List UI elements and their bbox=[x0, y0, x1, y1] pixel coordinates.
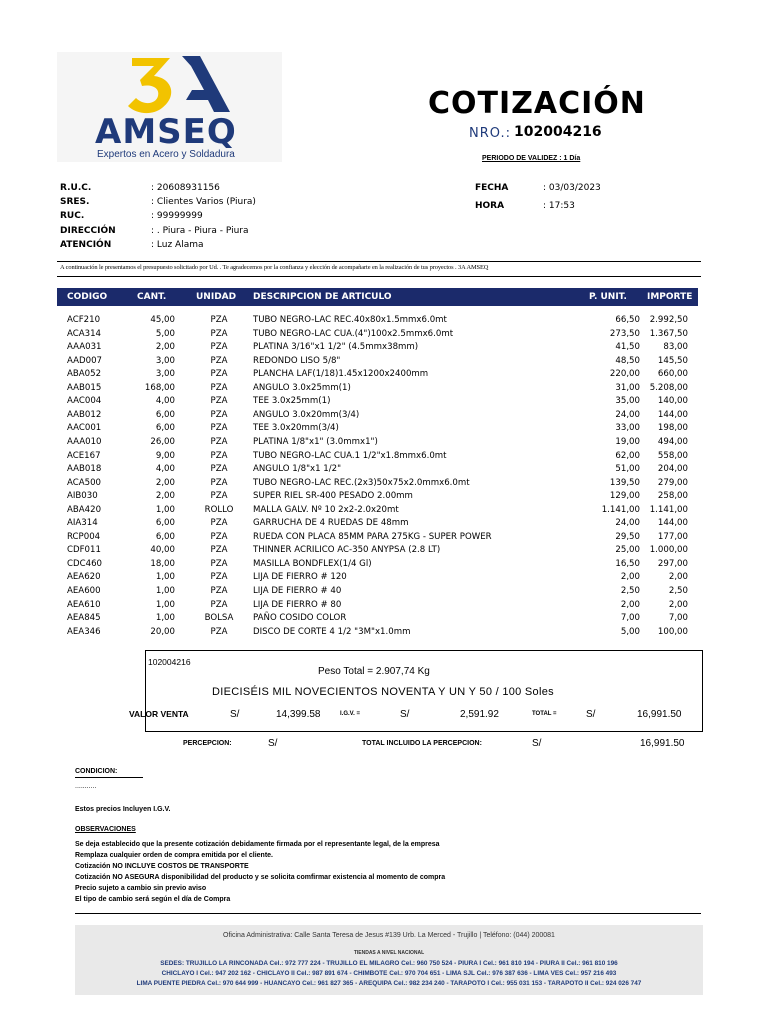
cell-codigo: AAA031 bbox=[67, 342, 102, 353]
fecha-value: : 03/03/2023 bbox=[543, 183, 601, 193]
cell-importe: 558,00 bbox=[657, 450, 688, 461]
cell-importe: 1.367,50 bbox=[649, 328, 688, 339]
cell-codigo: AAC004 bbox=[67, 396, 102, 407]
cell-descripcion: SUPER RIEL SR-400 PESADO 2.00mm bbox=[253, 491, 413, 502]
cell-descripcion: MASILLA BONDFLEX(1/4 Gl) bbox=[253, 558, 372, 569]
cell-punit: 31,00 bbox=[615, 382, 640, 393]
ruc2-value: : 99999999 bbox=[151, 211, 203, 221]
cell-unidad: PZA bbox=[210, 450, 228, 461]
table-row bbox=[0, 342, 768, 355]
table-row bbox=[0, 627, 768, 640]
intro-text: A continuación le presentamos el presupuesto solicitado por Ud. . Te agradecemos por la confianza y elección de acompañarte en la realización de tus proyectos . 3A AMSEQ bbox=[60, 264, 489, 271]
table-row bbox=[0, 383, 768, 396]
cell-punit: 220,00 bbox=[609, 369, 640, 380]
cell-descripcion: TUBO NEGRO-LAC REC.(2x3)50x75x2.0mmx6.0mt bbox=[253, 477, 470, 488]
cell-unidad: PZA bbox=[210, 315, 228, 325]
col-cant: CANT. bbox=[137, 292, 167, 302]
cell-cant: 3,00 bbox=[155, 369, 175, 380]
total-label: TOTAL = bbox=[532, 711, 557, 717]
cell-unidad: PZA bbox=[210, 382, 228, 393]
cell-cant: 6,00 bbox=[155, 409, 175, 420]
cell-unidad: PZA bbox=[210, 328, 228, 339]
total-percepcion-value: 16,991.50 bbox=[640, 738, 685, 749]
obs-line: Remplaza cualquier orden de compra emitida por el cliente. bbox=[75, 852, 273, 859]
cell-descripcion: TEE 3.0x25mm(1) bbox=[253, 396, 331, 407]
cell-unidad: PZA bbox=[210, 545, 228, 556]
cell-importe: 279,00 bbox=[657, 477, 688, 488]
table-row bbox=[0, 586, 768, 599]
cell-cant: 6,00 bbox=[155, 423, 175, 434]
cell-descripcion: LIJA DE FIERRO # 80 bbox=[253, 599, 342, 610]
cell-cant: 20,00 bbox=[150, 626, 175, 637]
table-row bbox=[0, 532, 768, 545]
cell-codigo: AAC001 bbox=[67, 423, 102, 434]
cell-descripcion: TEE 3.0x20mm(3/4) bbox=[253, 423, 339, 434]
igv-currency: S/ bbox=[400, 709, 410, 720]
cell-punit: 51,00 bbox=[615, 464, 640, 475]
table-row bbox=[0, 369, 768, 382]
cell-descripcion: MALLA GALV. Nº 10 2x2-2.0x20mt bbox=[253, 504, 399, 515]
cell-importe: 2.992,50 bbox=[649, 315, 688, 325]
cell-importe: 2,00 bbox=[668, 572, 688, 583]
cell-descripcion: RUEDA CON PLACA 85MM PARA 275KG - SUPER POWER bbox=[253, 531, 492, 542]
cell-cant: 1,00 bbox=[155, 504, 175, 515]
cell-unidad: PZA bbox=[210, 396, 228, 407]
footer-banner bbox=[75, 925, 703, 995]
igv-value: 2,591.92 bbox=[460, 709, 499, 720]
cell-unidad: PZA bbox=[210, 436, 228, 447]
cell-cant: 1,00 bbox=[155, 599, 175, 610]
footer-line-1: SEDES: TRUJILLO LA RINCONADA Cel.: 972 777 224 - TRUJILLO EL MILAGRO Cel.: 960 750 524 - PIURA I Cel.: 961 810 194 - PIURA II Cel.: 961 810 196 bbox=[160, 960, 618, 967]
cell-importe: 2,00 bbox=[668, 599, 688, 610]
cell-codigo: RCP004 bbox=[67, 531, 101, 542]
cell-descripcion: ANGULO 3.0x25mm(1) bbox=[253, 382, 351, 393]
total-percepcion-label: TOTAL INCLUIDO LA PERCEPCION: bbox=[362, 740, 482, 747]
cell-codigo: AAA010 bbox=[67, 436, 102, 447]
cell-cant: 2,00 bbox=[155, 491, 175, 502]
cell-codigo: ABA420 bbox=[67, 504, 102, 515]
cell-punit: 62,00 bbox=[615, 450, 640, 461]
cell-descripcion: TUBO NEGRO-LAC REC.40x80x1.5mmx6.0mt bbox=[253, 315, 447, 325]
cell-descripcion: ANGULO 1/8"x1 1/2" bbox=[253, 464, 342, 475]
atencion-value: : Luz Alama bbox=[151, 240, 204, 250]
cell-importe: 7,00 bbox=[668, 613, 688, 624]
table-row bbox=[0, 396, 768, 409]
cell-descripcion: THINNER ACRILICO AC-350 ANYPSA (2.8 LT) bbox=[253, 545, 441, 556]
cell-descripcion: DISCO DE CORTE 4 1/2 "3M"x1.0mm bbox=[253, 626, 411, 637]
percepcion-label: PERCEPCION: bbox=[183, 740, 232, 747]
cell-codigo: AEA346 bbox=[67, 626, 101, 637]
cell-importe: 100,00 bbox=[657, 626, 688, 637]
table-row bbox=[0, 491, 768, 504]
table-row bbox=[0, 600, 768, 613]
cell-codigo: AIB030 bbox=[67, 491, 98, 502]
valor-venta-currency: S/ bbox=[230, 709, 240, 720]
cell-punit: 7,00 bbox=[620, 613, 640, 624]
cell-importe: 1.000,00 bbox=[649, 545, 688, 556]
footer-office: Oficina Administrativa: Calle Santa Teresa de Jesus #139 Urb. La Merced - Trujillo | Teléfono: (044) 200081 bbox=[223, 932, 555, 939]
cell-codigo: AIA314 bbox=[67, 518, 98, 529]
cell-codigo: ACA314 bbox=[67, 328, 102, 339]
cell-unidad: PZA bbox=[210, 355, 228, 366]
cell-descripcion: PLATINA 3/16"x1 1/2" (4.5mmx38mm) bbox=[253, 342, 419, 353]
cell-punit: 19,00 bbox=[615, 436, 640, 447]
table-row bbox=[0, 464, 768, 477]
table-row bbox=[0, 437, 768, 450]
cell-cant: 4,00 bbox=[155, 464, 175, 475]
cell-importe: 297,00 bbox=[657, 558, 688, 569]
cell-punit: 29,50 bbox=[615, 531, 640, 542]
condicion-label: CONDICION: bbox=[75, 768, 143, 778]
logo-wordmark: AMSEQ bbox=[95, 112, 237, 152]
cell-cant: 2,00 bbox=[155, 477, 175, 488]
table-row bbox=[0, 410, 768, 423]
cell-punit: 273,50 bbox=[609, 328, 640, 339]
cell-codigo: AAD007 bbox=[67, 355, 103, 366]
cell-punit: 139,50 bbox=[609, 477, 640, 488]
nro-value: 102004216 bbox=[514, 124, 602, 140]
cell-importe: 258,00 bbox=[657, 491, 688, 502]
cell-codigo: AAB012 bbox=[67, 409, 102, 420]
footer-stores-title: TIENDAS A NIVEL NACIONAL bbox=[353, 950, 425, 956]
cell-punit: 5,00 bbox=[620, 626, 640, 637]
cell-importe: 177,00 bbox=[657, 531, 688, 542]
table-row bbox=[0, 423, 768, 436]
cell-cant: 40,00 bbox=[150, 545, 175, 556]
cell-codigo: AEA610 bbox=[67, 599, 101, 610]
cell-descripcion: PLATINA 1/8"x1" (3.0mmx1") bbox=[253, 436, 378, 447]
validity-period: PERIODO DE VALIDEZ : 1 Día bbox=[482, 155, 581, 162]
cell-unidad: PZA bbox=[210, 518, 228, 529]
cell-descripcion: LIJA DE FIERRO # 120 bbox=[253, 572, 347, 583]
cell-punit: 24,00 bbox=[615, 409, 640, 420]
cell-codigo: ACA500 bbox=[67, 477, 102, 488]
col-punit: P. UNIT. bbox=[589, 292, 627, 302]
cell-unidad: PZA bbox=[210, 558, 228, 569]
valor-venta-value: 14,399.58 bbox=[276, 709, 321, 720]
cell-importe: 1.141,00 bbox=[649, 504, 688, 515]
cell-descripcion: GARRUCHA DE 4 RUEDAS DE 48mm bbox=[253, 518, 409, 529]
obs-line: Se deja establecido que la presente cotización debidamente firmada por el representante legal, de la empresa bbox=[75, 841, 440, 848]
cell-unidad: PZA bbox=[210, 423, 228, 434]
cell-codigo: CDC460 bbox=[67, 558, 103, 569]
cell-codigo: AEA620 bbox=[67, 572, 101, 583]
cell-punit: 25,00 bbox=[615, 545, 640, 556]
divider-intro bbox=[57, 276, 701, 277]
table-row bbox=[0, 478, 768, 491]
peso-total: Peso Total = 2.907,74 Kg bbox=[318, 666, 430, 677]
cell-punit: 129,00 bbox=[609, 491, 640, 502]
nro-label: NRO.: bbox=[469, 126, 511, 141]
atencion-label: ATENCIÓN bbox=[60, 240, 112, 250]
cell-unidad: PZA bbox=[210, 477, 228, 488]
cell-cant: 1,00 bbox=[155, 586, 175, 596]
cell-punit: 2,00 bbox=[620, 572, 640, 583]
cell-importe: 144,00 bbox=[657, 518, 688, 529]
table-row bbox=[0, 572, 768, 585]
obs-line: Cotización NO ASEGURA disponibilidad del producto y se solicita comfirmar existencia al momento de compra bbox=[75, 874, 446, 881]
cell-codigo: AEA600 bbox=[67, 586, 101, 596]
cell-unidad: PZA bbox=[210, 409, 228, 420]
cell-descripcion: PLANCHA LAF(1/18)1.45x1200x2400mm bbox=[253, 369, 429, 380]
cell-cant: 6,00 bbox=[155, 531, 175, 542]
cell-unidad: BOLSA bbox=[204, 613, 234, 624]
observaciones-label: OBSERVACIONES bbox=[75, 826, 136, 833]
cell-codigo: AEA845 bbox=[67, 613, 101, 624]
fecha-label: FECHA bbox=[475, 183, 509, 193]
cell-descripcion: REDONDO LISO 5/8" bbox=[253, 355, 341, 366]
total-currency: S/ bbox=[586, 709, 596, 720]
cell-unidad: PZA bbox=[210, 342, 228, 353]
table-row bbox=[0, 518, 768, 531]
direccion-value: : . Piura - Piura - Piura bbox=[151, 226, 249, 236]
table-row bbox=[0, 356, 768, 369]
cell-punit: 48,50 bbox=[615, 355, 640, 366]
cell-unidad: PZA bbox=[210, 491, 228, 502]
cell-importe: 2,50 bbox=[668, 586, 688, 596]
cell-descripcion: TUBO NEGRO-LAC CUA.(4")100x2.5mmx6.0mt bbox=[253, 328, 454, 339]
divider-top bbox=[57, 261, 701, 262]
amount-in-words: DIECISÉIS MIL NOVECIENTOS NOVENTA Y UN Y 50 / 100 Soles bbox=[212, 686, 554, 698]
obs-line: Cotización NO INCLUYE COSTOS DE TRANSPORTE bbox=[75, 863, 249, 870]
cell-cant: 3,00 bbox=[155, 355, 175, 366]
cell-cant: 45,00 bbox=[150, 315, 175, 325]
cell-cant: 26,00 bbox=[150, 436, 175, 447]
col-importe: IMPORTE bbox=[647, 292, 693, 302]
cell-cant: 5,00 bbox=[155, 328, 175, 339]
obs-line: El tipo de cambio será según el día de Compra bbox=[75, 896, 231, 903]
table-row bbox=[0, 505, 768, 518]
cell-descripcion: LIJA DE FIERRO # 40 bbox=[253, 586, 342, 596]
footer-line-3: LIMA PUENTE PIEDRA Cel.: 970 644 999 - HUANCAYO Cel.: 961 827 365 - AREQUIPA Cel.: 982 234 240 - TARAPOTO I Cel.: 955 031 153 - TARAPOTO II Cel.: 924 026 747 bbox=[136, 980, 642, 987]
logo-3a-mark bbox=[122, 50, 242, 120]
cell-codigo: ACF210 bbox=[67, 315, 101, 325]
condicion-value: ........... bbox=[75, 783, 97, 790]
cell-punit: 41,50 bbox=[615, 342, 640, 353]
cell-cant: 6,00 bbox=[155, 518, 175, 529]
cell-unidad: PZA bbox=[210, 531, 228, 542]
cell-unidad: ROLLO bbox=[204, 504, 234, 515]
table-row bbox=[0, 613, 768, 626]
cell-punit: 66,50 bbox=[615, 315, 640, 325]
cell-cant: 1,00 bbox=[155, 572, 175, 583]
cell-descripcion: PAÑO COSIDO COLOR bbox=[253, 613, 347, 624]
logo-tagline: Expertos en Acero y Soldadura bbox=[97, 149, 235, 160]
igv-label: I.G.V. = bbox=[340, 711, 360, 717]
ruc-label: R.U.C. bbox=[60, 183, 92, 193]
footer-line-2: CHICLAYO I Cel.: 947 202 162 - CHICLAYO II Cel.: 987 891 674 - CHIMBOTE Cel.: 970 704 651 - LIMA SJL Cel.: 976 387 636 - LIMA VES Cel.: 957 216 493 bbox=[161, 970, 617, 977]
cell-unidad: PZA bbox=[210, 464, 228, 475]
cell-cant: 1,00 bbox=[155, 613, 175, 624]
cell-punit: 33,00 bbox=[615, 423, 640, 434]
cell-importe: 144,00 bbox=[657, 409, 688, 420]
items-table-header bbox=[57, 288, 698, 306]
cell-importe: 140,00 bbox=[657, 396, 688, 407]
cell-cant: 9,00 bbox=[155, 450, 175, 461]
cell-importe: 204,00 bbox=[657, 464, 688, 475]
document-title: COTIZACIÓN bbox=[428, 86, 646, 121]
cell-unidad: PZA bbox=[210, 369, 228, 380]
hora-label: HORA bbox=[475, 201, 505, 211]
table-row bbox=[0, 329, 768, 342]
cell-cant: 18,00 bbox=[150, 558, 175, 569]
cell-punit: 2,50 bbox=[620, 586, 640, 596]
cell-importe: 5.208,00 bbox=[649, 382, 688, 393]
cell-punit: 1.141,00 bbox=[601, 504, 640, 515]
items-table-body bbox=[0, 315, 768, 635]
ruc-value: : 20608931156 bbox=[151, 183, 220, 193]
table-row bbox=[0, 451, 768, 464]
sres-label: SRES. bbox=[60, 197, 90, 207]
cell-importe: 145,50 bbox=[657, 355, 688, 366]
col-descripcion: DESCRIPCION DE ARTICULO bbox=[253, 292, 392, 302]
cell-codigo: CDF011 bbox=[67, 545, 101, 556]
hora-value: : 17:53 bbox=[543, 201, 575, 211]
cell-punit: 24,00 bbox=[615, 518, 640, 529]
igv-note: Estos precios Incluyen I.G.V. bbox=[75, 806, 171, 813]
obs-line: Precio sujeto a cambio sin previo aviso bbox=[75, 885, 207, 892]
ruc2-label: RUC. bbox=[60, 211, 85, 221]
cell-descripcion: TUBO NEGRO-LAC CUA.1 1/2"x1.8mmx6.0mt bbox=[253, 450, 447, 461]
cell-cant: 2,00 bbox=[155, 342, 175, 353]
col-codigo: CODIGO bbox=[67, 292, 108, 302]
cell-descripcion: ANGULO 3.0x20mm(3/4) bbox=[253, 409, 360, 420]
divider-footer bbox=[75, 913, 701, 914]
cell-codigo: ABA052 bbox=[67, 369, 102, 380]
cell-unidad: PZA bbox=[210, 572, 228, 583]
table-row bbox=[0, 315, 768, 328]
cell-cant: 4,00 bbox=[155, 396, 175, 407]
table-row bbox=[0, 559, 768, 572]
total-percepcion-currency: S/ bbox=[532, 738, 542, 749]
cell-importe: 83,00 bbox=[663, 342, 688, 353]
cell-unidad: PZA bbox=[210, 586, 228, 596]
valor-venta-label: VALOR VENTA bbox=[129, 709, 189, 719]
col-unidad: UNIDAD bbox=[196, 292, 237, 302]
cell-punit: 35,00 bbox=[615, 396, 640, 407]
cell-codigo: AAB018 bbox=[67, 464, 102, 475]
cell-codigo: AAB015 bbox=[67, 382, 102, 393]
cell-codigo: ACE167 bbox=[67, 450, 101, 461]
cell-importe: 660,00 bbox=[657, 369, 688, 380]
direccion-label: DIRECCIÓN bbox=[60, 226, 116, 236]
cell-unidad: PZA bbox=[210, 599, 228, 610]
cell-unidad: PZA bbox=[210, 626, 228, 637]
sres-value: : Clientes Varios (Piura) bbox=[151, 197, 256, 207]
cell-punit: 2,00 bbox=[620, 599, 640, 610]
cell-importe: 198,00 bbox=[657, 423, 688, 434]
table-row bbox=[0, 545, 768, 558]
cell-punit: 16,50 bbox=[615, 558, 640, 569]
total-value: 16,991.50 bbox=[637, 709, 682, 720]
cell-cant: 168,00 bbox=[144, 382, 175, 393]
percepcion-currency: S/ bbox=[268, 738, 278, 749]
totals-nro: 102004216 bbox=[148, 657, 191, 667]
cell-importe: 494,00 bbox=[657, 436, 688, 447]
